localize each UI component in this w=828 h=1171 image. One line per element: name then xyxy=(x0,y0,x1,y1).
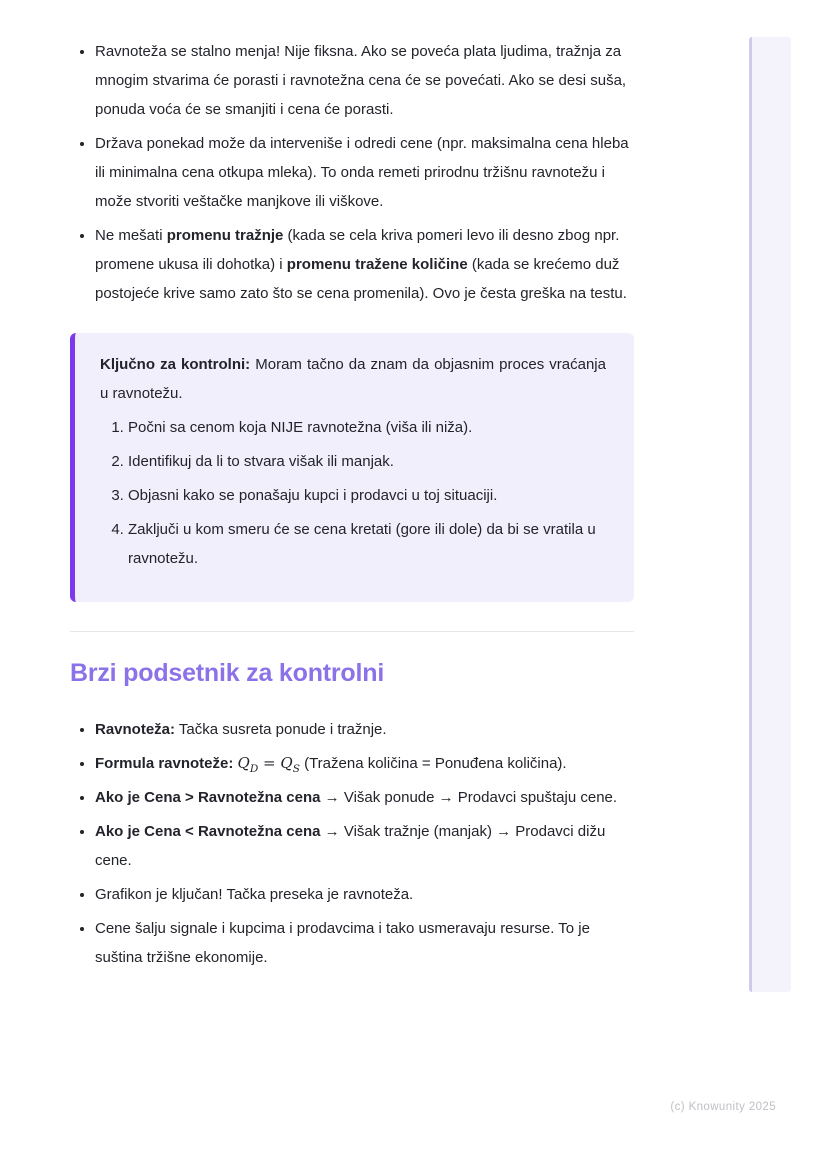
key-callout xyxy=(70,333,634,602)
text-segment: Ključno za kontrolni: xyxy=(100,356,251,373)
text-segment: Ako je Cena < Ravnotežna cena → xyxy=(95,823,340,840)
list-item xyxy=(128,447,606,476)
list-item xyxy=(95,880,634,909)
summary-bullet-list xyxy=(70,715,634,972)
text-segment: Identifikuj da li to stvara višak ili manjak. xyxy=(128,453,394,470)
list-item xyxy=(95,129,634,216)
text-segment: (kada se cela kriva pomeri levo ili desno zbog npr. promene ukusa ili dohotka) i xyxy=(95,227,620,273)
list-item xyxy=(95,749,634,778)
list-item xyxy=(95,37,634,124)
intro-bullet-list xyxy=(70,37,634,308)
text-segment: Počni sa cenom koja NIJE ravnotežna (viša ili niža). xyxy=(128,419,473,436)
text-segment: Ako je Cena > Ravnotežna cena → xyxy=(95,789,340,806)
text-segment: (Tražena količina = Ponuđena količina). xyxy=(299,755,567,772)
callout-steps-list xyxy=(100,413,606,573)
document-page xyxy=(70,0,634,977)
list-item xyxy=(95,817,634,875)
text-segment: Formula ravnoteže: xyxy=(95,755,234,772)
text-segment: Grafikon je ključan! Tačka preseka je ravnoteža. xyxy=(95,886,414,903)
list-item xyxy=(95,715,634,744)
text-segment: Ne mešati xyxy=(95,227,167,244)
section-title: Brzi podsetnik za kontrolni xyxy=(70,659,385,687)
text-segment: Tačka susreta ponude i tražnje. xyxy=(175,721,387,738)
text-segment: Objasni kako se ponašaju kupci i prodavci u toj situaciji. xyxy=(128,487,498,504)
list-item xyxy=(128,515,606,573)
list-item xyxy=(95,221,634,308)
text-segment: (kada se krećemo duž postojeće krive samo zato što se cena promenila). Ovo je česta greška na testu. xyxy=(95,256,627,302)
text-segment: Ravnoteža: xyxy=(95,721,176,738)
text-segment: Višak tražnje (manjak) → Prodavci dižu cene. xyxy=(95,823,606,869)
text-segment: promenu tražnje xyxy=(166,227,284,244)
list-item xyxy=(128,481,606,510)
text-segment: Cene šalju signale i kupcima i prodavcima i tako usmeravaju resurse. To je suština tržišne ekonomije. xyxy=(95,920,590,966)
text-segment: Moram tačno da znam da objasnim proces vraćanja u ravnotežu. xyxy=(100,356,606,402)
text-segment xyxy=(233,755,237,772)
text-segment: $Q_S$ xyxy=(280,754,300,775)
text-segment: Država ponekad može da interveniše i odredi cene (npr. maksimalna cena hleba ili minimalna cena otkupa mleka). To onda remeti prirodnu tržišnu ravnotežu i može stvoriti veštačke manjkove ili viškove. xyxy=(95,135,629,210)
text-segment: Višak ponude → Prodavci spuštaju cene. xyxy=(339,789,618,806)
text-segment: $Q_D$ xyxy=(237,754,259,775)
scrollbar[interactable] xyxy=(749,37,791,992)
callout-intro xyxy=(100,350,606,408)
text-segment: promenu tražene količine xyxy=(286,256,468,273)
text-segment: Zaključi u kom smeru će se cena kretati (gore ili dole) da bi se vratila u ravnotežu. xyxy=(128,521,596,567)
text-segment: Ravnoteža se stalno menja! Nije fiksna. Ako se poveća plata ljudima, tražnja za mnogim stvarima će porasti i ravnotežna cena će se povećati. Ako se desi suša, ponuda voća će se smanjiti i cena će porasti. xyxy=(95,43,627,118)
list-item xyxy=(95,914,634,972)
list-item xyxy=(128,413,606,442)
copyright-text: (c) Knowunity 2025 xyxy=(670,1101,776,1113)
section-divider xyxy=(70,631,634,632)
list-item xyxy=(95,783,634,812)
text-segment: = xyxy=(258,754,281,772)
